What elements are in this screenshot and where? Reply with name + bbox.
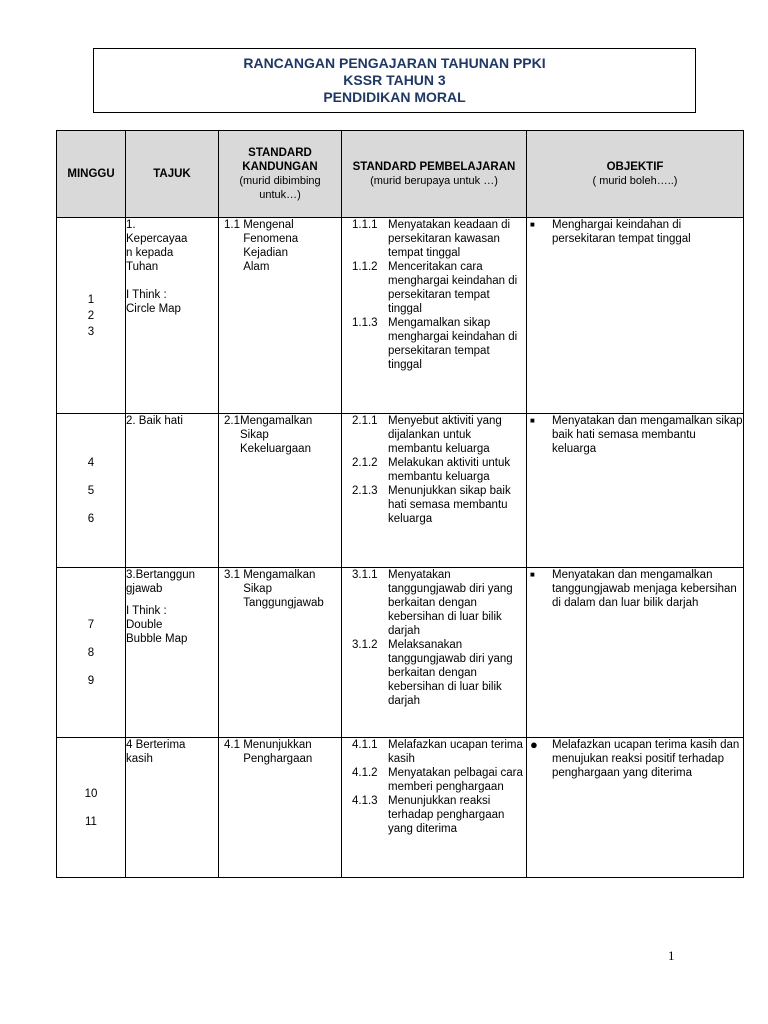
- standard-pembelajaran-cell: 4.1.1 Melafazkan ucapan terima kasih 4.1.2 Menyatakan pelbagai cara memberi penghargaan 4.1.3 Menunjukkan reaksi terhadap penghargaan yang diterima: [342, 738, 527, 878]
- table-row: [57, 218, 744, 414]
- minggu-cell: 7 8 9: [57, 568, 126, 738]
- standard-kandungan-cell: 3.1 Mengamalkan Sikap Tanggungjawab: [219, 568, 342, 738]
- table-header-row: [57, 131, 744, 218]
- square-bullet-icon: ■: [530, 570, 535, 579]
- minggu-cell: 10 11: [57, 738, 126, 878]
- document-title-box: [93, 48, 696, 113]
- title-line-2: KSSR TAHUN 3: [343, 72, 446, 88]
- standard-kandungan-cell: 2.1 Mengamalkan Sikap Kekeluargaan: [219, 414, 342, 568]
- objektif-cell: ■ Menghargai keindahan di persekitaran tempat tinggal: [527, 218, 744, 414]
- header-minggu: MINGGU: [57, 131, 126, 218]
- square-bullet-icon: ■: [530, 220, 535, 229]
- table-row: [57, 414, 744, 568]
- tajuk-cell: 4 Berterima kasih: [126, 738, 219, 878]
- tajuk-cell: 1. Kepercayaa n kepada Tuhan I Think : Circle Map: [126, 218, 219, 414]
- standard-kandungan-cell: 1.1 Mengenal Fenomena Kejadian Alam: [219, 218, 342, 414]
- minggu-cell: 4 5 6: [57, 414, 126, 568]
- standard-pembelajaran-cell: 3.1.1 Menyatakan tanggungjawab diri yang berkaitan dengan kebersihan di luar bilik darjah 3.1.2 Melaksanakan tanggungjawab diri yang berkaitan dengan kebersihan di luar bilik darjah: [342, 568, 527, 738]
- objektif-cell: ■ Menyatakan dan mengamalkan tanggungjawab menjaga kebersihan di dalam dan luar bilik darjah: [527, 568, 744, 738]
- page-number: 1: [668, 948, 675, 963]
- round-bullet-icon: ●: [530, 737, 538, 752]
- objektif-cell: ■ Menyatakan dan mengamalkan sikap baik hati semasa membantu keluarga: [527, 414, 744, 568]
- header-standard-pembelajaran: STANDARD PEMBELAJARAN (murid berupaya untuk …): [342, 131, 527, 218]
- standard-pembelajaran-cell: 2.1.1 Menyebut aktiviti yang dijalankan untuk membantu keluarga 2.1.2 Melakukan aktiviti untuk membantu keluarga 2.1.3 Menunjukkan sikap baik hati semasa membantu keluarga: [342, 414, 527, 568]
- objektif-cell: ● Melafazkan ucapan terima kasih dan menujukan reaksi positif terhadap penghargaan yang diterima: [527, 738, 744, 878]
- title-line-1: RANCANGAN PENGAJARAN TAHUNAN PPKI: [243, 55, 546, 71]
- standard-kandungan-cell: 4.1 Menunjukkan Penghargaan: [219, 738, 342, 878]
- square-bullet-icon: ■: [530, 416, 535, 425]
- tajuk-cell: 2. Baik hati: [126, 414, 219, 568]
- header-tajuk: TAJUK: [126, 131, 219, 218]
- standard-pembelajaran-cell: 1.1.1 Menyatakan keadaan di persekitaran kawasan tempat tinggal 1.1.2 Menceritakan cara menghargai keindahan di persekitaran tempat tinggal 1.1.3 Mengamalkan sikap menghargai keindahan di persekitaran tempat tinggal: [342, 218, 527, 414]
- header-objektif: OBJEKTIF ( murid boleh…..): [527, 131, 744, 218]
- title-line-3: PENDIDIKAN MORAL: [323, 89, 466, 105]
- header-standard-kandungan: STANDARD KANDUNGAN (murid dibimbing untuk…): [219, 131, 342, 218]
- table-row: [57, 568, 744, 738]
- minggu-cell: 1 2 3: [57, 218, 126, 414]
- rpt-table: [56, 130, 744, 878]
- tajuk-cell: 3.Bertanggun gjawab I Think : Double Bubble Map: [126, 568, 219, 738]
- table-row: [57, 738, 744, 878]
